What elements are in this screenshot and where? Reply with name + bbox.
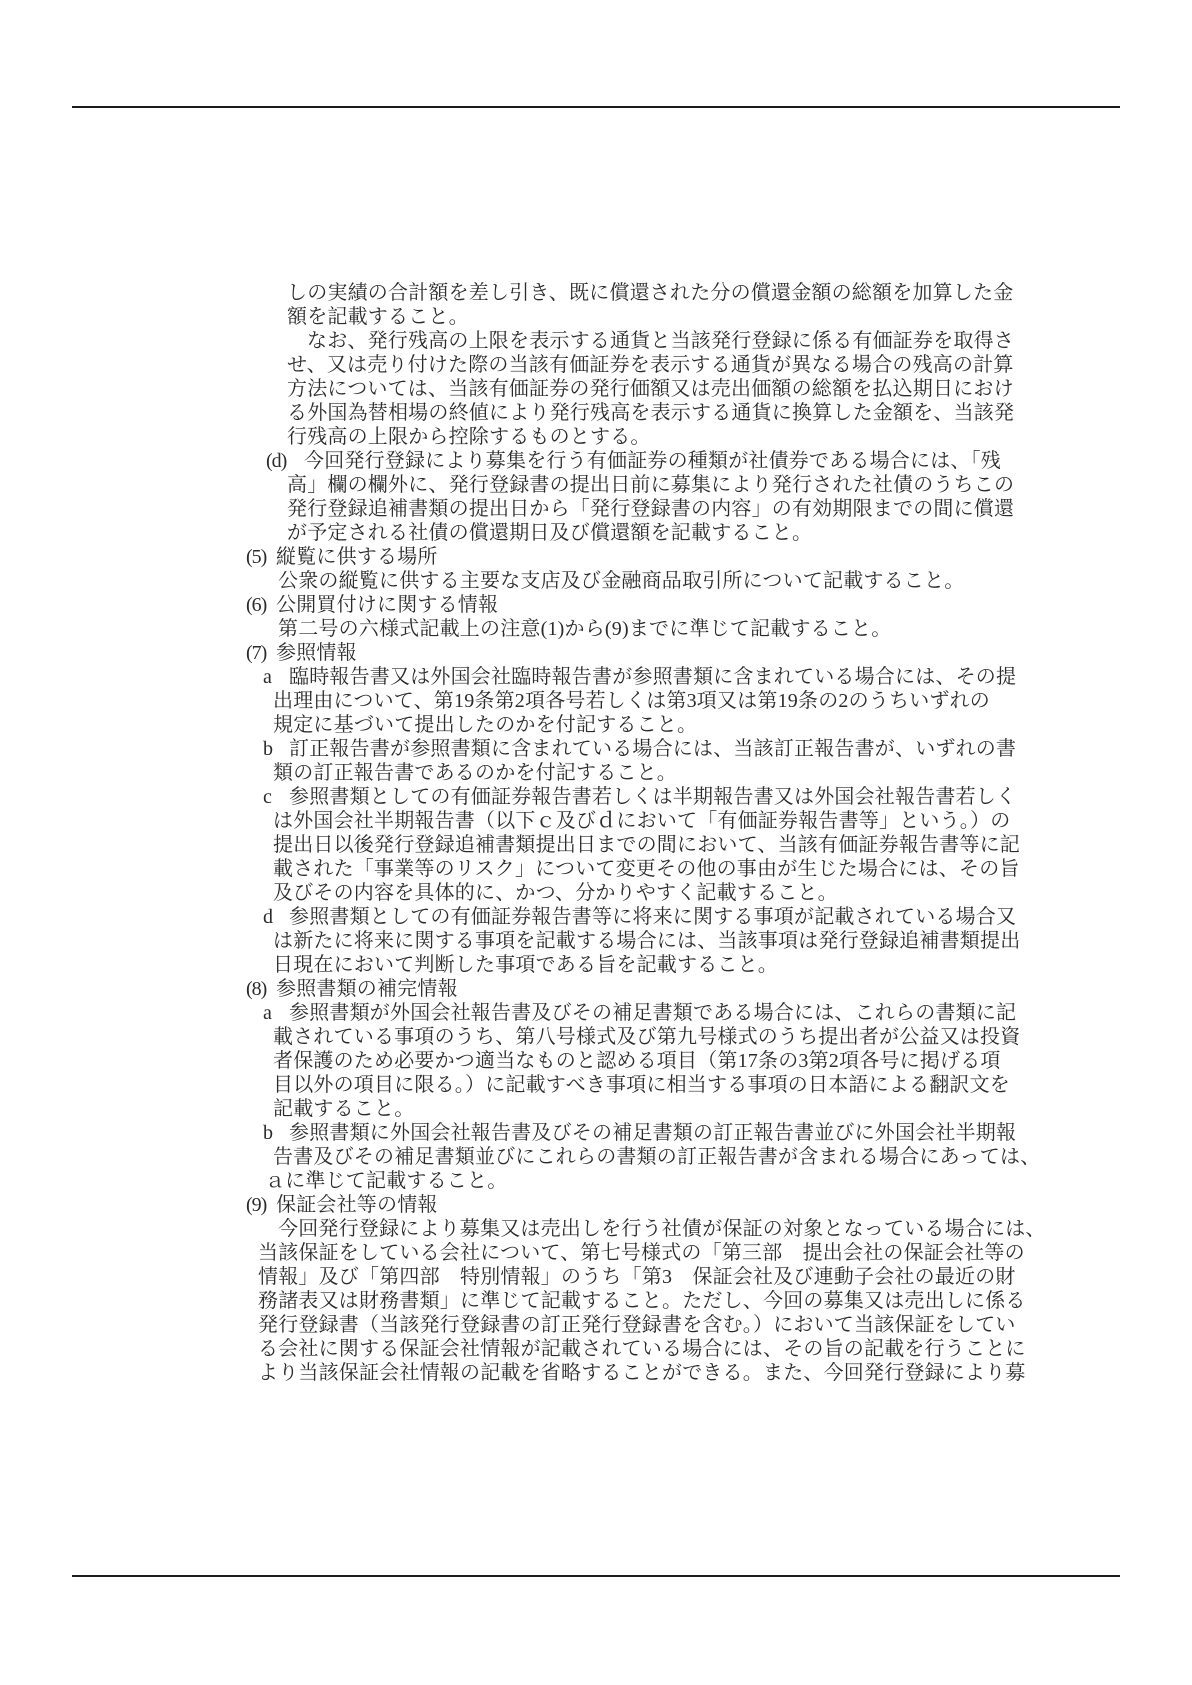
text-line <box>0 401 1192 425</box>
line-text: 出理由について、第19条第2項各号若しくは第3項又は第19条の2のうちいずれの <box>273 690 990 712</box>
text-line <box>0 1289 1192 1313</box>
text-line <box>0 713 1192 737</box>
text-line <box>0 689 1192 713</box>
line-text: 目以外の項目に限る。）に記載すべき事項に相当する事項の日本語による翻訳文を <box>273 1074 1010 1096</box>
text-line <box>0 497 1192 521</box>
line-text: る外国為替相場の終値により発行残高を表示する通貨に換算した金額を、当該発 <box>287 402 1015 424</box>
text-line <box>0 1025 1192 1049</box>
line-text: 発行登録書（当該発行登録書の訂正発行登録書を含む。）において当該保証をしてい <box>258 1314 1016 1336</box>
text-line <box>0 761 1192 785</box>
line-text: 公衆の縦覧に供する主要な支店及び金融商品取引所について記載すること。 <box>278 570 965 592</box>
text-line <box>0 1217 1192 1241</box>
line-text: 縦覧に供する場所 <box>276 546 438 568</box>
list-marker: (5) <box>246 546 267 568</box>
line-text: 第二号の六様式記載上の注意(1)から(9)までに準じて記載すること。 <box>278 618 892 640</box>
line-text: しの実績の合計額を差し引き、既に償還された分の償還金額の総額を加算した金 <box>287 282 1014 304</box>
text-line <box>0 1241 1192 1265</box>
list-marker: b <box>263 1122 274 1144</box>
line-text: 者保護のため必要かつ適当なものと認める項目（第17条の3第2項各号に掲げる項 <box>273 1050 1001 1072</box>
line-text: 参照書類としての有価証券報告書等に将来に関する事項が記載されている場合又 <box>289 906 1017 928</box>
line-text: 行残高の上限から控除するものとする。 <box>287 426 651 448</box>
line-text: 規定に基づいて提出したのかを付記すること。 <box>273 714 698 736</box>
list-marker: d <box>263 906 274 928</box>
line-text: 提出日以後発行登録追補書類提出日までの間において、当該有価証券報告書等に記 <box>273 834 1020 856</box>
list-marker: a <box>263 1002 273 1024</box>
text-line <box>0 521 1192 545</box>
text-line <box>0 329 1192 353</box>
text-line <box>0 1337 1192 1361</box>
line-text: 務諸表又は財務書類」に準じて記載すること。ただし、今回の募集又は売出しに係る <box>258 1290 1026 1312</box>
line-text: 今回発行登録により募集又は売出しを行う社債が保証の対象となっている場合には、 <box>278 1218 1046 1240</box>
line-text: 参照情報 <box>276 642 357 664</box>
text-line <box>0 1073 1192 1097</box>
text-line <box>0 1121 1192 1145</box>
text-line <box>0 353 1192 377</box>
text-line <box>0 617 1192 641</box>
text-line <box>0 1001 1192 1025</box>
line-text: ａに準じて記載すること。 <box>265 1170 508 1192</box>
text-line <box>0 281 1192 305</box>
text-line <box>0 953 1192 977</box>
list-marker: b <box>263 738 274 760</box>
top-rule <box>72 106 1120 108</box>
line-text: 告書及びその補足書類並びにこれらの書類の訂正報告書が含まれる場合にあっては、 <box>273 1146 1041 1168</box>
line-text: 記載すること。 <box>273 1098 415 1120</box>
line-text: 参照書類に外国会社報告書及びその補足書類の訂正報告書並びに外国会社半期報 <box>289 1122 1017 1144</box>
line-text: 方法については、当該有価証券の発行価額又は売出価額の総額を払込期日におけ <box>287 378 1014 400</box>
line-text: 発行登録追補書類の提出日から「発行登録書の内容」の有効期限までの間に償還 <box>287 498 1015 520</box>
text-line <box>0 833 1192 857</box>
text-line <box>0 977 1192 1001</box>
body-text <box>0 281 1192 1385</box>
line-text: 及びその内容を具体的に、かつ、分かりやすく記載すること。 <box>273 882 838 904</box>
line-text: 日現在において判断した事項である旨を記載すること。 <box>273 954 778 976</box>
text-line <box>0 425 1192 449</box>
text-line <box>0 737 1192 761</box>
text-line <box>0 1169 1192 1193</box>
line-text: 額を記載すること。 <box>287 306 469 328</box>
line-text: 参照書類が外国会社報告書及びその補足書類である場合には、これらの書類に記 <box>289 1002 1017 1024</box>
list-marker: (8) <box>246 978 267 1000</box>
line-text: 訂正報告書が参照書類に含まれている場合には、当該訂正報告書が、いずれの書 <box>289 738 1017 760</box>
list-marker: (6) <box>246 594 267 616</box>
line-text: は新たに将来に関する事項を記載する場合には、当該事項は発行登録追補書類提出 <box>273 930 1021 952</box>
text-line <box>0 449 1192 473</box>
text-line <box>0 593 1192 617</box>
text-line <box>0 857 1192 881</box>
line-text: 類の訂正報告書であるのかを付記すること。 <box>273 762 677 784</box>
line-text: 当該保証をしている会社について、第七号様式の「第三部 提出会社の保証会社等の <box>258 1242 1025 1264</box>
list-marker: (7) <box>246 642 267 664</box>
line-text: 載された「事業等のリスク」について変更その他の事由が生じた場合には、その旨 <box>273 858 1020 880</box>
text-line <box>0 473 1192 497</box>
line-text: せ、又は売り付けた際の当該有価証券を表示する通貨が異なる場合の残高の計算 <box>287 354 1014 376</box>
text-line <box>0 569 1192 593</box>
text-line <box>0 905 1192 929</box>
text-line <box>0 545 1192 569</box>
text-line <box>0 1313 1192 1337</box>
text-line <box>0 641 1192 665</box>
text-line <box>0 1097 1192 1121</box>
line-text: 情報」及び「第四部 特別情報」のうち「第3 保証会社及び連動子会社の最近の財 <box>258 1266 1016 1288</box>
line-text: 高」欄の欄外に、発行登録書の提出日前に募集により発行された社債のうちこの <box>287 474 1015 496</box>
text-line <box>0 1361 1192 1385</box>
line-text: 参照書類の補完情報 <box>276 978 458 1000</box>
line-text: 公開買付けに関する情報 <box>276 594 499 616</box>
text-line <box>0 1193 1192 1217</box>
line-text: 参照書類としての有価証券報告書若しくは半期報告書又は外国会社報告書若しく <box>289 786 1017 808</box>
line-text: 載されている事項のうち、第八号様式及び第九号様式のうち提出者が公益又は投資 <box>273 1026 1021 1048</box>
text-line <box>0 929 1192 953</box>
list-marker: (d) <box>266 450 287 472</box>
line-text: なお、発行残高の上限を表示する通貨と当該発行登録に係る有価証券を取得さ <box>307 330 1014 352</box>
line-text: 今回発行登録により募集を行う有価証券の種類が社債券である場合には、「残 <box>304 450 1001 472</box>
line-text: より当該保証会社情報の記載を省略することができる。また、今回発行登録により募 <box>258 1362 1026 1384</box>
text-line <box>0 809 1192 833</box>
line-text: る会社に関する保証会社情報が記載されている場合には、その旨の記載を行うことに <box>258 1338 1026 1360</box>
list-marker: c <box>263 786 273 808</box>
text-line <box>0 305 1192 329</box>
text-line <box>0 665 1192 689</box>
line-text: 臨時報告書又は外国会社臨時報告書が参照書類に含まれている場合には、その提 <box>289 666 1017 688</box>
text-line <box>0 1049 1192 1073</box>
text-line <box>0 377 1192 401</box>
line-text: が予定される社債の償還期日及び償還額を記載すること。 <box>287 522 813 544</box>
bottom-rule <box>72 1575 1120 1577</box>
text-line <box>0 785 1192 809</box>
text-line <box>0 1265 1192 1289</box>
line-text: は外国会社半期報告書（以下ｃ及びｄにおいて「有価証券報告書等」という。）の <box>273 810 1011 832</box>
list-marker: a <box>263 666 273 688</box>
text-line <box>0 881 1192 905</box>
list-marker: (9) <box>246 1194 267 1216</box>
line-text: 保証会社等の情報 <box>276 1194 438 1216</box>
text-line <box>0 1145 1192 1169</box>
